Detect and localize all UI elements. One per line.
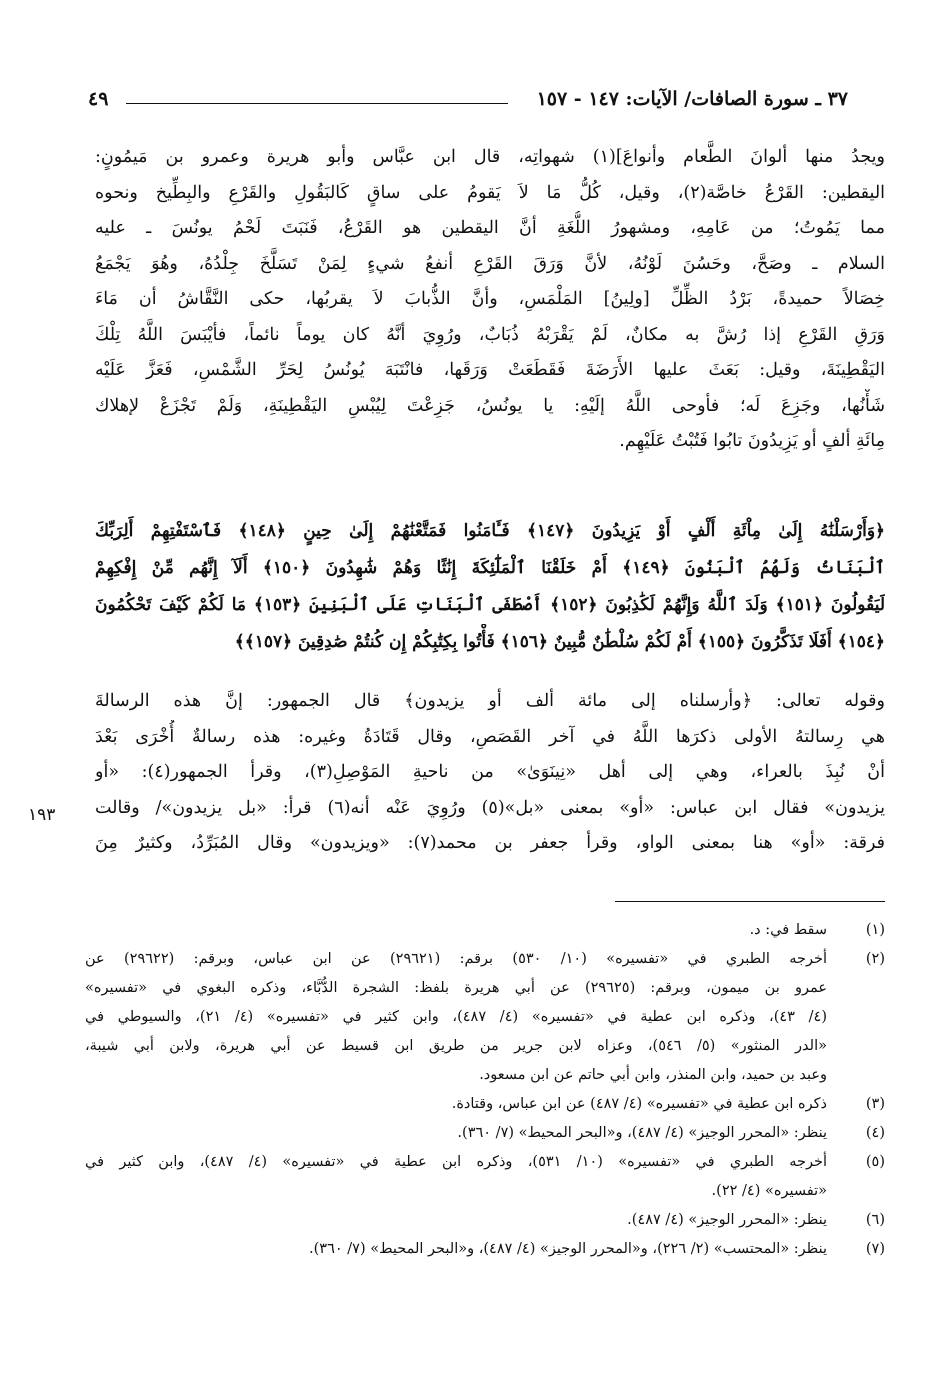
footnote-line: ذكره ابن عطية في «تفسيره» (٤/ ٤٨٧) عن ابن عباس، وقتادة. [451, 1096, 827, 1112]
footnote-separator [615, 901, 885, 902]
commentary-paragraph-1 [95, 140, 885, 460]
footnote-6 [85, 1206, 885, 1235]
text-line: فرقة: «أو» هنا بمعنى الواو، وقرأ جعفر بن محمد(٧): «ويزيدون» وقال المُبَرِّدُ، وكثيرٌ مِنَ [95, 833, 885, 853]
header-rule [126, 103, 508, 104]
text-line: السلام ـ وصَحَّ، وحَسُنَ لَوْنُهُ، لأنَّ وَرَقَ القَرْعِ أنفعُ شيءٍ لِمَنْ تَسَلَّخَ جِلْدُهُ، وهُوَ يَجْمَعُ [95, 253, 885, 274]
verse-line: لَيَقُولُونَ ﴿١٥١﴾ وَلَدَ ٱللَّهُ وَإِنَّهُمْ لَكَٰذِبُونَ ﴿١٥٢﴾ أَصْطَفَى ٱلْبَنَاتِ عَلَى ٱلْبَنِينَ ﴿١٥٣﴾ مَا لَكُمْ كَيْفَ تَحْكُمُونَ [95, 595, 885, 615]
footnote-number: (٢) [865, 951, 885, 967]
text-line: يزيدون» فقال ابن عباس: «أو» بمعنى «بل»(٥) ورُوِيَ عَنْه أنه(٦) قرأ: «بل يزيدون»/ وقالت [95, 797, 885, 818]
text-line: وقوله تعالى: ﴿وأرسلناه إلى مائة ألف أو يزيدون﴾ قال الجمهور: إنَّ هذه الرسالةَ [95, 691, 885, 711]
footnote-line: ينظر: «المحرر الوجيز» (٤/ ٤٨٧)، و«البحر المحيط» (٧/ ٣٦٠). [457, 1125, 827, 1141]
text-line: ويجدُ منها ألوانَ الطَّعام وأنواعَ](١) شهواتِه، قال ابن عبَّاس وأبو هريرة وعمرو بن مَيمُونٍ: [95, 147, 885, 167]
footnote-line: (٤/ ٤٣)، وذكره ابن عطية في «تفسيره» (٤/ ٤٨٧)، وابن كثير في «تفسيره» (٤/ ٢١)، والسيوطي في [85, 1009, 827, 1025]
manuscript-margin-mark: ١٩٣ [28, 805, 56, 825]
footnote-7 [85, 1235, 885, 1264]
header-title: ٣٧ ـ سورة الصافات/ الآيات: ١٤٧ - ١٥٧ [536, 88, 848, 110]
footnote-line: عمرو بن ميمون، وبرقم: (٢٩٦٢٥) عن أبي هريرة بلفظ: الشجرة الدُّبَّاء، وذكره البغوي في «تفسيره» [85, 980, 827, 996]
text-line: اليَقْطِينَةَ، وقيل: بَعَثَ عليها الأَرَضَةَ فَقَطَعَتْ وَرَقَها، فانْتَبَهَ يُونُسُ لِحَرِّ الشَّمْسِ، فَعَزَّ عَلَيْه [95, 360, 885, 380]
running-header [88, 88, 848, 118]
footnote-line: أخرجه الطبري في «تفسيره» (١٠/ ٥٣١)، وذكره ابن عطية في «تفسيره» (٤/ ٤٨٧)، وابن كثير في [85, 1154, 827, 1170]
footnote-line: سقط في: د. [749, 922, 827, 938]
footnote-number: (٣) [865, 1096, 885, 1112]
page-number: ٤٩ [88, 88, 109, 110]
footnote-3 [85, 1090, 885, 1119]
text-line: شَأْنُها، وجَزِعَ لَه؛ فأوحى اللَّهُ إلَيْهِ: يا يونُسُ، جَزِعْتَ لِيُبْسِ اليَقْطِينَةِ، وَلَمْ تَجْزَعْ لإهلاك [95, 395, 885, 416]
footnote-2 [85, 945, 885, 1090]
footnote-number: (١) [865, 922, 885, 938]
footnote-number: (٥) [865, 1154, 885, 1170]
footnote-number: (٤) [865, 1125, 885, 1141]
text-line: وَرَقِ القَرْعِ إذا رُشَّ به مكانٌ، لَمْ يَقْرَبْهُ ذُبَابٌ، ورُوِيَ أنَّهُ كان يوماً نائماً، فأيْبَسَ اللَّهُ تِلْكَ [95, 324, 885, 345]
footnote-line: أخرجه الطبري في «تفسيره» (١٠/ ٥٣٠) برقم: (٢٩٦٢١) عن ابن عباس، وبرقم: (٢٩٦٢٢) عن [85, 951, 827, 967]
verse-line: ﴿١٥٤﴾ أَفَلَا تَذَكَّرُونَ ﴿١٥٥﴾ أَمْ لَكُمْ سُلْطَٰنٌ مُّبِينٌ ﴿١٥٦﴾ فَأْتُوا بِكِتَٰبِكُمْ إِن كُنتُمْ صَٰدِقِينَ ﴿١٥٧﴾﴾ [234, 632, 885, 652]
footnote-line: ينظر: «المحتسب» (٢/ ٢٢٦)، و«المحرر الوجيز» (٤/ ٤٨٧)، و«البحر المحيط» (٧/ ٣٦٠). [309, 1241, 827, 1257]
footnote-number: (٦) [865, 1212, 885, 1228]
footnote-line: وعبد بن حميد، وابن المنذر، وابن أبي حاتم عن ابن مسعود. [479, 1067, 827, 1083]
footnote-1 [85, 916, 885, 945]
footnote-line: «تفسيره» (٤/ ٢٢). [711, 1183, 827, 1199]
verse-line: ﴿وَأَرْسَلْنَٰهُ إِلَىٰ مِاْئَةِ أَلْفٍ أَوْ يَزِيدُونَ ﴿١٤٧﴾ فَـَٔامَنُوا فَمَتَّعْنَٰهُمْ إِلَىٰ حِينٍ ﴿١٤٨﴾ فَٱسْتَفْتِهِمْ أَلِرَبِّكَ [95, 521, 885, 541]
footnote-4 [85, 1119, 885, 1148]
text-line: اليقطين: القَرْعُ خاصَّة(٢)، وقيل، كُلُّ مَا لاَ يَقومُ على ساقٍ كَالبَقُولِ والقَرْعِ والبِطِّيخ ونحوه [95, 182, 885, 203]
quran-verses-block [95, 513, 885, 661]
footnotes [85, 916, 885, 1264]
text-line: خِصَالاً حميدةً، بَرْدُ الظِّلِّ [ولِينُ] المَلْمَسِ، وأنَّ الذُّبابَ لاَ يقربُها، حكى النَّقَّاشُ أن مَاءَ [95, 289, 885, 309]
footnote-line: ينظر: «المحرر الوجيز» (٤/ ٤٨٧). [627, 1212, 827, 1228]
footnote-5 [85, 1148, 885, 1206]
text-line: أنْ نُبِذَ بالعراء، وهي إلى أهل «نِينَوَىٰ» من ناحيةِ المَوْصِلِ(٣)، وقرأ الجمهور(٤): «أو [95, 762, 885, 782]
verse-line: ٱلْبَنَاتُ وَلَهُمُ ٱلْبَنُونَ ﴿١٤٩﴾ أَمْ خَلَقْنَا ٱلْمَلَٰٓئِكَةَ إِنَٰثًا وَهُمْ شَٰهِدُونَ ﴿١٥٠﴾ أَلَآ إِنَّهُم مِّنْ إِفْكِهِمْ [95, 558, 885, 578]
footnote-number: (٧) [865, 1241, 885, 1257]
text-line: مما يَمُوتُ؛ من عَامِهِ، ومشهورُ اللُّغَةِ أنَّ اليقطين هو القَرْعُ، فَنَبَتَ لَحْمُ يونُسَ ـ عليه [95, 218, 885, 238]
footnote-line: «الدر المنثور» (٥/ ٥٤٦)، وعزاه لابن جرير من طريق ابن قسيط عن أبي هريرة، ولابن أبي شيبة، [85, 1038, 827, 1054]
text-line: هي رِسالتهُ الأولى ذكرَها اللَّهُ في آخر القَصَصِ، وقال قَتَادَةُ وغيره: هذه رسالةٌ أُخْرَى بَعْدَ [95, 726, 885, 747]
commentary-paragraph-2 [95, 684, 885, 862]
text-line: مِائَةِ ألفٍ أو يَزِيدُونَ تابُوا فَتُبْتُ عَلَيْهِم. [619, 431, 885, 451]
